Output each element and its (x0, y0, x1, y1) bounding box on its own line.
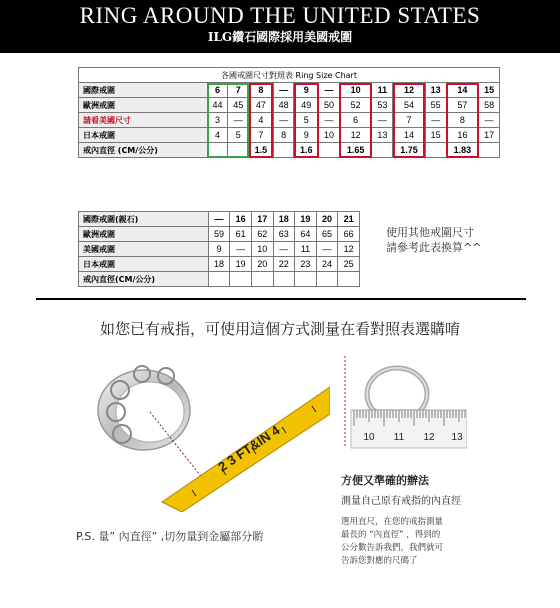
size-cell (479, 143, 500, 158)
ruler-number: 13 (451, 432, 463, 443)
ruler-number: 12 (423, 432, 435, 443)
method-subtitle: 測量自己原有戒指的內直徑 (341, 496, 461, 507)
note-line: 請參考此表換算^^ (386, 241, 482, 254)
note-line: 使用其他戒圍尺寸 (386, 226, 474, 239)
size-cell: 9 (294, 128, 319, 143)
method-line: 選用直尺，在您的戒指測量 (341, 517, 444, 527)
size-cell (338, 272, 360, 287)
size-cell: 19 (230, 257, 252, 272)
size-cell (316, 272, 338, 287)
method-description (341, 516, 491, 568)
size-cell: 4 (207, 128, 228, 143)
row-label: 國際戒圍(親石) (79, 212, 209, 227)
method-line: 最長的 “內直徑” ，得到的 (341, 530, 441, 540)
size-cell (208, 272, 230, 287)
size-cell: 13 (425, 83, 446, 98)
size-cell: 12 (393, 83, 426, 98)
size-cell: 10 (251, 242, 273, 257)
size-cell: 23 (295, 257, 317, 272)
size-cell: — (319, 113, 340, 128)
method-line: 告訴您對應的尺碼了 (341, 556, 418, 566)
row-label: 日本戒圍 (79, 257, 209, 272)
size-cell: 1.83 (446, 143, 479, 158)
size-cell: 52 (339, 98, 372, 113)
size-cell: — (230, 242, 252, 257)
size-cell: 12 (338, 242, 360, 257)
size-cell: 3 (207, 113, 228, 128)
size-cell (273, 143, 294, 158)
row-label: 國際戒圍 (79, 83, 208, 98)
ring-size-chart-large (78, 211, 360, 287)
page-title: RING AROUND THE UNITED STATES (79, 3, 481, 28)
size-cell: 11 (372, 83, 393, 98)
size-cell: 55 (425, 98, 446, 113)
size-cell: 9 (294, 83, 319, 98)
size-cell: 12 (339, 128, 372, 143)
ps-note: P.S. 量” 內直徑” ,切勿量到金屬部分喲 (76, 530, 264, 543)
divider (36, 298, 526, 300)
size-row (79, 257, 360, 272)
size-cell: 62 (251, 227, 273, 242)
size-row (79, 98, 500, 113)
size-cell (273, 272, 295, 287)
size-cell: 61 (230, 227, 252, 242)
size-row (79, 128, 500, 143)
size-cell: 15 (479, 83, 500, 98)
ring-size-chart (78, 67, 500, 158)
chart-caption: 各國戒圍尺寸對照表 Ring Size Chart (79, 68, 500, 83)
method-title: 方便又準確的辦法 (341, 474, 429, 487)
size-cell: — (319, 83, 340, 98)
row-label: 戒內直徑 (CM/公分) (79, 143, 208, 158)
size-cell: 50 (319, 98, 340, 113)
size-cell: 18 (273, 212, 295, 227)
row-label: 戒內直徑(CM/公分) (79, 272, 209, 287)
size-cell: 24 (316, 257, 338, 272)
size-cell: 4 (249, 113, 274, 128)
size-cell: — (208, 212, 230, 227)
size-cell: 64 (295, 227, 317, 242)
size-row (79, 272, 360, 287)
size-cell: 14 (393, 128, 426, 143)
size-cell: — (228, 113, 249, 128)
size-cell (425, 143, 446, 158)
size-cell: 11 (295, 242, 317, 257)
size-cell: 16 (230, 212, 252, 227)
size-row (79, 113, 500, 128)
size-cell: 63 (273, 227, 295, 242)
ring-tape-photo (72, 352, 330, 512)
size-cell: 59 (208, 227, 230, 242)
size-cell: — (273, 242, 295, 257)
row-label: 歐洲戒圍 (79, 227, 209, 242)
measure-heading: 如您已有戒指，可使用這個方式測量在看對照表選購唷 (99, 320, 460, 338)
size-cell: 15 (425, 128, 446, 143)
size-cell: 8 (249, 83, 274, 98)
size-cell: — (273, 83, 294, 98)
size-cell: 1.65 (339, 143, 372, 158)
size-cell: 65 (316, 227, 338, 242)
size-cell: 9 (208, 242, 230, 257)
size-cell: 16 (446, 128, 479, 143)
size-cell: 8 (446, 113, 479, 128)
size-cell: — (479, 113, 500, 128)
row-label: 歐洲戒圍 (79, 98, 208, 113)
size-cell: — (273, 113, 294, 128)
size-cell: 45 (228, 98, 249, 113)
method-line: 公分數告訴我們，我們就可 (341, 543, 444, 553)
row-label: 美國戒圍 (79, 242, 209, 257)
size-cell: 6 (207, 83, 228, 98)
size-cell: 5 (228, 128, 249, 143)
size-cell (295, 272, 317, 287)
row-label: 日本戒圍 (79, 128, 208, 143)
conversion-note (386, 225, 481, 255)
size-cell: 44 (207, 98, 228, 113)
size-cell: 7 (249, 128, 274, 143)
size-cell (372, 143, 393, 158)
size-cell: 66 (338, 227, 360, 242)
size-cell: 1.75 (393, 143, 426, 158)
size-cell: 1.6 (294, 143, 319, 158)
size-cell: 17 (251, 212, 273, 227)
size-cell (228, 143, 249, 158)
size-cell (251, 272, 273, 287)
ring-ruler-photo (341, 352, 467, 452)
size-cell: 20 (251, 257, 273, 272)
size-cell (230, 272, 252, 287)
size-cell: 10 (339, 83, 372, 98)
size-cell: 49 (294, 98, 319, 113)
tape-label: 2 3 FT&IN 4 (215, 422, 283, 475)
size-cell: 10 (319, 128, 340, 143)
page-subtitle: ILG鑽石國際採用美國戒圍 (207, 30, 353, 44)
size-cell: 13 (372, 128, 393, 143)
size-cell: 48 (273, 98, 294, 113)
size-cell (207, 143, 228, 158)
page-header (0, 0, 560, 53)
ruler-number: 10 (363, 432, 375, 443)
size-row (79, 227, 360, 242)
size-cell: — (425, 113, 446, 128)
size-cell: 54 (393, 98, 426, 113)
size-cell: 14 (446, 83, 479, 98)
size-cell: 1.5 (249, 143, 274, 158)
size-cell: 47 (249, 98, 274, 113)
size-cell: 6 (339, 113, 372, 128)
size-row (79, 83, 500, 98)
size-cell: 18 (208, 257, 230, 272)
size-cell: 53 (372, 98, 393, 113)
ruler-number: 11 (393, 432, 405, 443)
size-cell: 22 (273, 257, 295, 272)
size-cell: 20 (316, 212, 338, 227)
ruler-icon (351, 410, 467, 448)
size-cell: 57 (446, 98, 479, 113)
size-cell: 7 (393, 113, 426, 128)
size-cell: 58 (479, 98, 500, 113)
size-cell: 5 (294, 113, 319, 128)
size-row (79, 143, 500, 158)
size-row (79, 242, 360, 257)
size-row (79, 212, 360, 227)
size-cell: 25 (338, 257, 360, 272)
size-cell (319, 143, 340, 158)
size-cell: — (316, 242, 338, 257)
size-cell: 19 (295, 212, 317, 227)
row-label: 請看美國尺寸 (79, 113, 208, 128)
size-cell: 17 (479, 128, 500, 143)
size-cell: 8 (273, 128, 294, 143)
size-cell: — (372, 113, 393, 128)
size-cell: 21 (338, 212, 360, 227)
size-cell: 7 (228, 83, 249, 98)
